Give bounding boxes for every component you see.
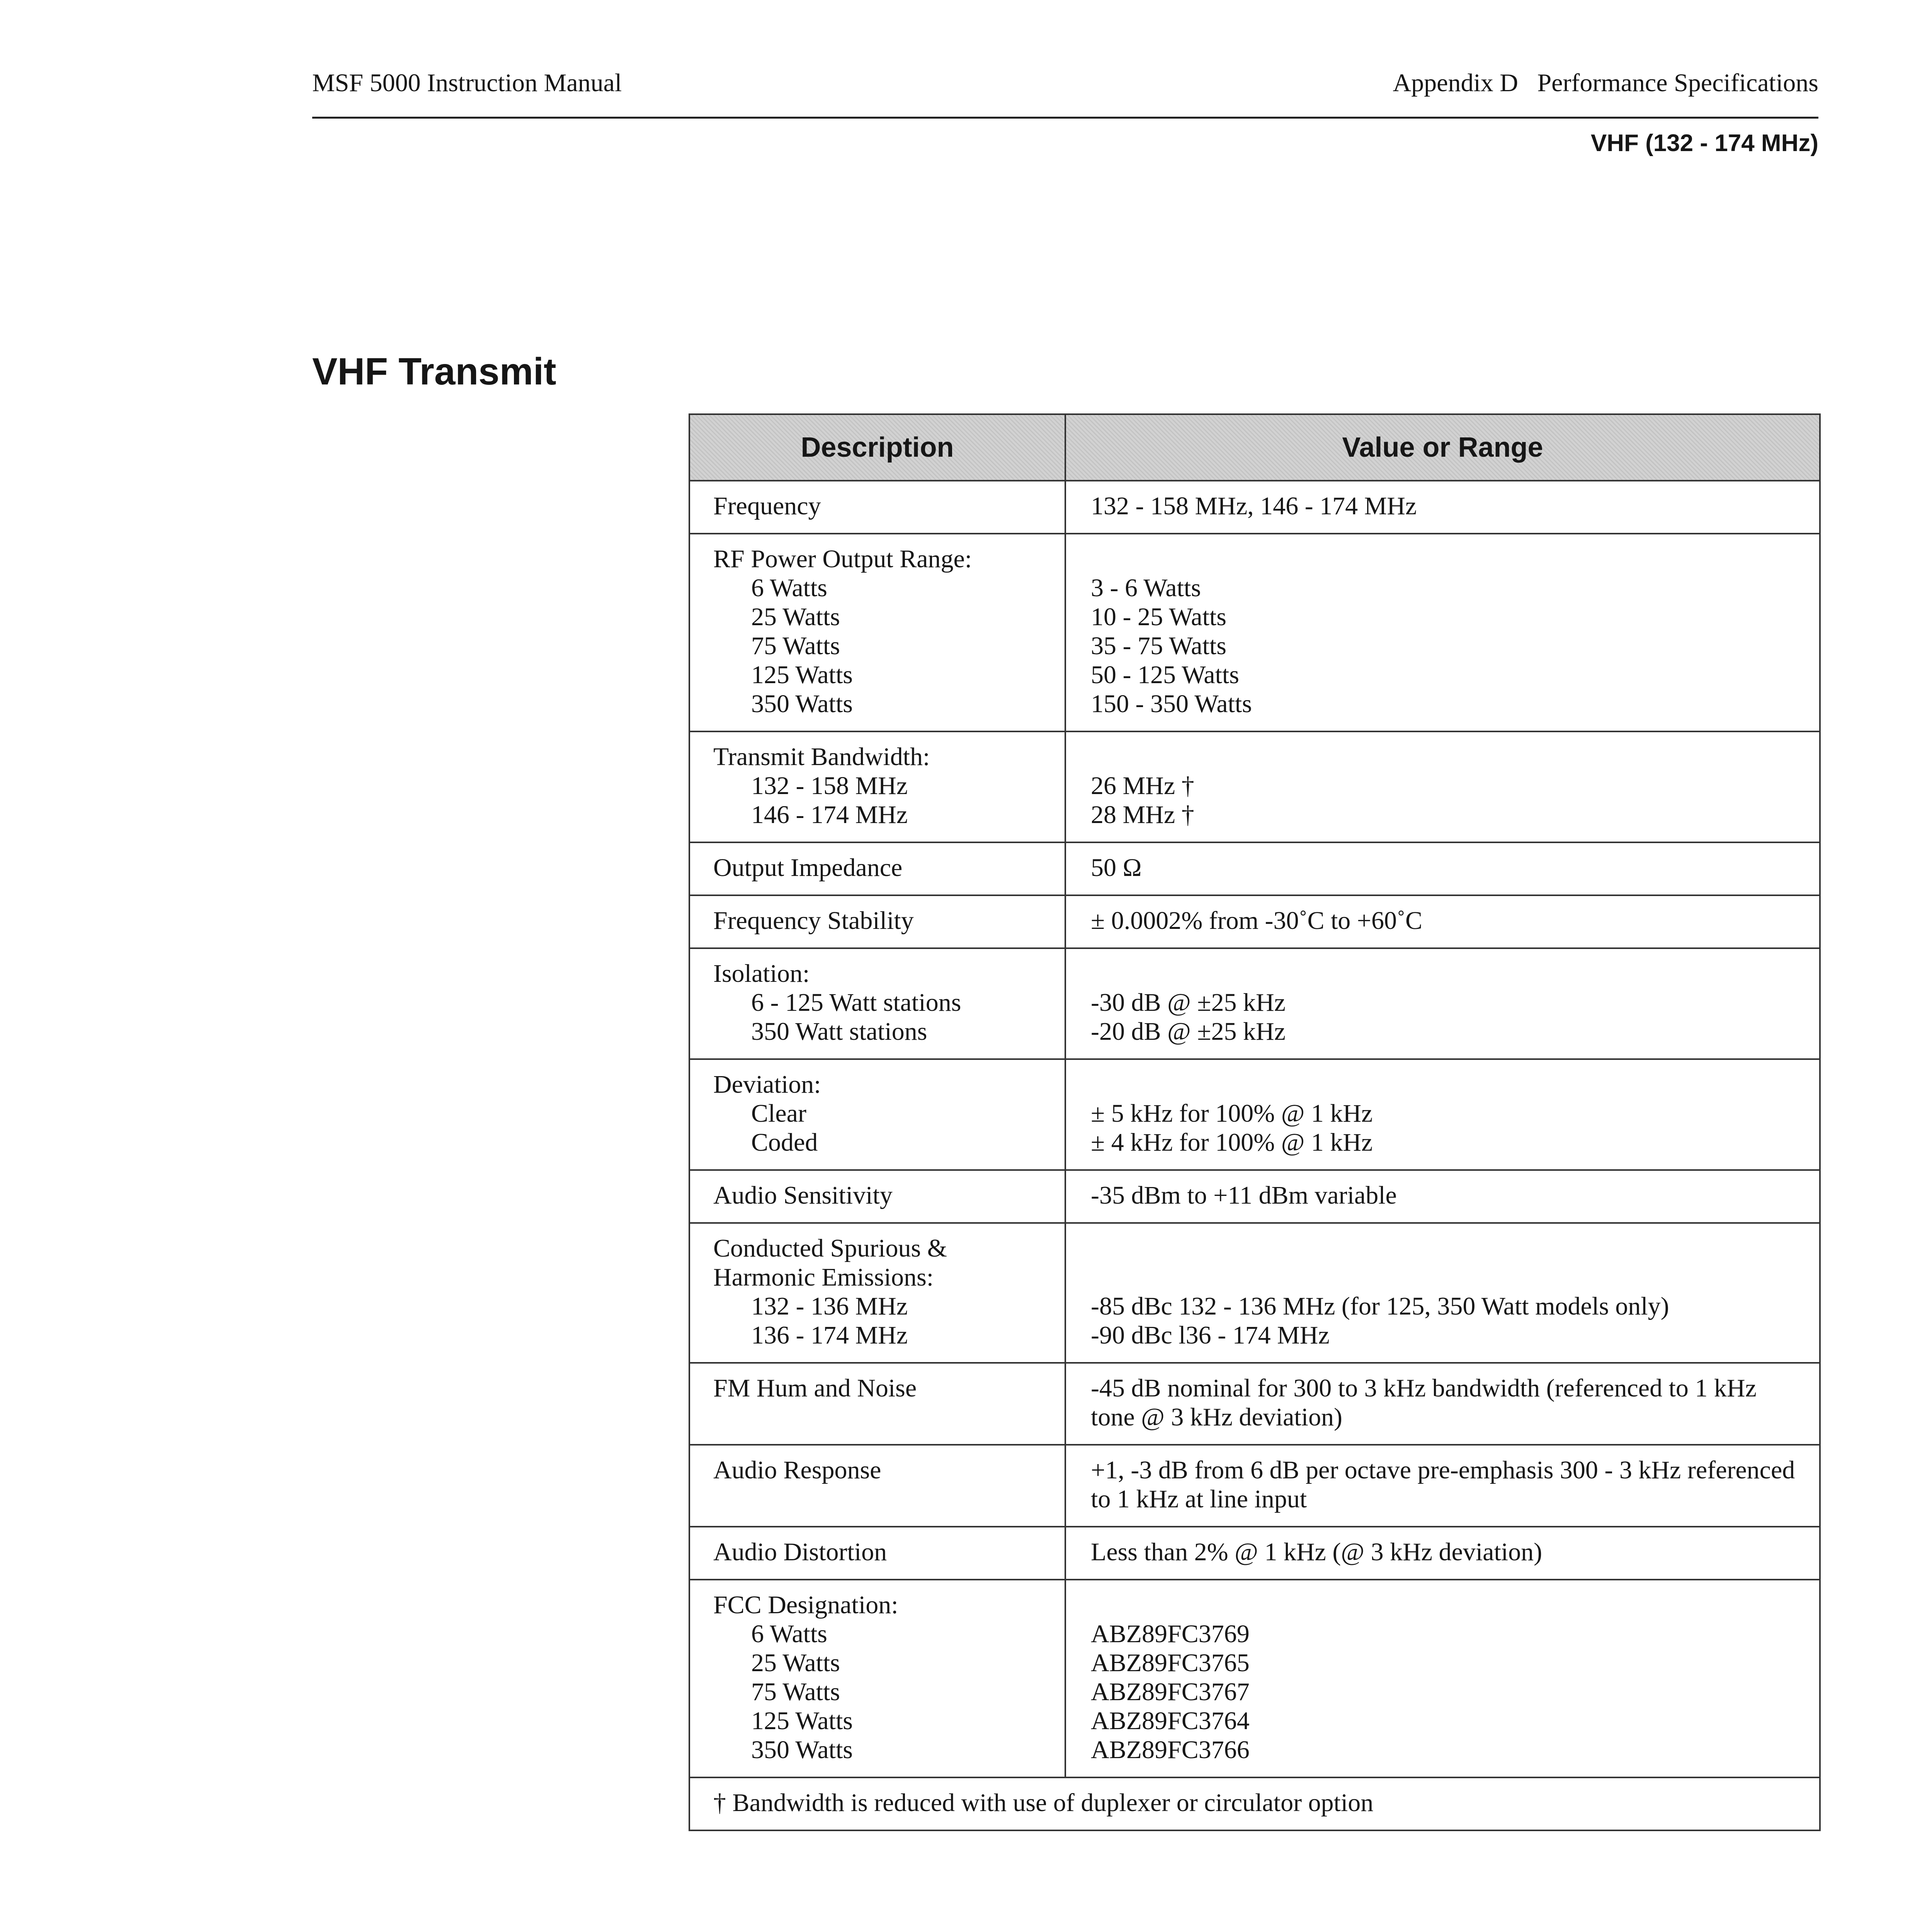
row-value: [1065, 1445, 1820, 1527]
fcc-item-label: 25 Watts: [751, 1649, 840, 1677]
row-value: [1065, 1223, 1820, 1363]
fm-hum-label: FM Hum and Noise: [713, 1374, 917, 1402]
table-footnote: [689, 1777, 1820, 1830]
audio-response-value: +1, -3 dB from 6 dB per octave pre-emphasis 300 - 3 kHz referenced to 1 kHz at line input: [1091, 1456, 1795, 1513]
fcc-item-label: 350 Watts: [751, 1736, 853, 1764]
rf-power-item-value: 150 - 350 Watts: [1091, 690, 1252, 718]
table-row: [689, 895, 1820, 948]
rf-power-item-label: 350 Watts: [751, 690, 853, 718]
table-row: [689, 1223, 1820, 1363]
row-label: [689, 842, 1065, 895]
row-value: [1065, 1363, 1820, 1445]
frequency-stability-value: ± 0.0002% from -30˚C to +60˚C: [1091, 906, 1423, 935]
manual-title: MSF 5000 Instruction Manual: [312, 69, 622, 97]
section-title: Appendix D Performance Specifications: [1393, 69, 1818, 97]
table-footnote-row: [689, 1777, 1820, 1830]
row-label: [689, 731, 1065, 842]
fm-hum-value: -45 dB nominal for 300 to 3 kHz bandwidth (referenced to 1 kHz tone @ 3 kHz deviation): [1091, 1374, 1757, 1431]
fcc-item-label: 6 Watts: [751, 1620, 827, 1648]
spurious-item-label: 136 - 174 MHz: [751, 1321, 908, 1349]
tx-bandwidth-item-value: 26 MHz †: [1091, 772, 1194, 800]
audio-sensitivity-value: -35 dBm to +11 dBm variable: [1091, 1181, 1397, 1209]
fcc-item-label: 75 Watts: [751, 1678, 840, 1706]
row-label: [689, 895, 1065, 948]
row-label: [689, 1363, 1065, 1445]
rf-power-item-value: 10 - 25 Watts: [1091, 603, 1226, 631]
output-impedance-label: Output Impedance: [713, 854, 903, 882]
table-row: [689, 948, 1820, 1059]
footnote-text: † Bandwidth is reduced with use of duplexer or circulator option: [713, 1789, 1374, 1817]
fcc-label: FCC Designation:: [713, 1591, 898, 1619]
row-value: [1065, 1170, 1820, 1223]
isolation-label: Isolation:: [713, 959, 810, 988]
spurious-item-value: -90 dBc l36 - 174 MHz: [1091, 1321, 1330, 1349]
table-row: [689, 1527, 1820, 1580]
table-row: [689, 842, 1820, 895]
deviation-item-label: Coded: [751, 1128, 818, 1156]
table-header-row: [689, 414, 1820, 481]
rf-power-item-value: 35 - 75 Watts: [1091, 632, 1226, 660]
rf-power-item-label: 25 Watts: [751, 603, 840, 631]
column-header-value: Value or Range: [1065, 414, 1820, 481]
isolation-item-value: -30 dB @ ±25 kHz: [1091, 988, 1286, 1017]
table-row: [689, 731, 1820, 842]
header-rule: [312, 117, 1818, 119]
row-label: [689, 1580, 1065, 1777]
deviation-label: Deviation:: [713, 1070, 821, 1099]
isolation-item-value: -20 dB @ ±25 kHz: [1091, 1017, 1286, 1046]
row-label: [689, 1170, 1065, 1223]
isolation-item-label: 6 - 125 Watt stations: [751, 988, 961, 1017]
spurious-label-line2: Harmonic Emissions:: [713, 1263, 934, 1291]
rf-power-item-value: 50 - 125 Watts: [1091, 661, 1239, 689]
fcc-item-label: 125 Watts: [751, 1707, 853, 1735]
row-value: [1065, 895, 1820, 948]
audio-response-label: Audio Response: [713, 1456, 881, 1484]
rf-power-item-value: 3 - 6 Watts: [1091, 574, 1201, 602]
audio-distortion-value: Less than 2% @ 1 kHz (@ 3 kHz deviation): [1091, 1538, 1543, 1566]
deviation-item-label: Clear: [751, 1099, 806, 1128]
audio-sensitivity-label: Audio Sensitivity: [713, 1181, 893, 1209]
output-impedance-value: 50 Ω: [1091, 854, 1142, 882]
row-value: [1065, 842, 1820, 895]
tx-bandwidth-label: Transmit Bandwidth:: [713, 743, 930, 771]
row-label: [689, 1223, 1065, 1363]
fcc-item-value: ABZ89FC3767: [1091, 1678, 1250, 1706]
rf-power-item-label: 75 Watts: [751, 632, 840, 660]
frequency-label: Frequency: [713, 492, 821, 520]
tx-bandwidth-item-label: 132 - 158 MHz: [751, 772, 908, 800]
fcc-item-value: ABZ89FC3765: [1091, 1649, 1250, 1677]
spurious-item-value: -85 dBc 132 - 136 MHz (for 125, 350 Watt models only): [1091, 1292, 1669, 1320]
audio-distortion-label: Audio Distortion: [713, 1538, 887, 1566]
row-value: [1065, 1527, 1820, 1580]
table-row: [689, 1363, 1820, 1445]
table-row: [689, 1059, 1820, 1170]
row-value: [1065, 481, 1820, 534]
table-row: [689, 1445, 1820, 1527]
deviation-item-value: ± 4 kHz for 100% @ 1 kHz: [1091, 1128, 1373, 1156]
table-row: [689, 1580, 1820, 1777]
table-row: [689, 1170, 1820, 1223]
fcc-item-value: ABZ89FC3764: [1091, 1707, 1250, 1735]
row-label: [689, 948, 1065, 1059]
row-label: [689, 534, 1065, 731]
rf-power-item-label: 125 Watts: [751, 661, 853, 689]
row-value: [1065, 534, 1820, 731]
rf-power-item-label: 6 Watts: [751, 574, 827, 602]
frequency-value: 132 - 158 MHz, 146 - 174 MHz: [1091, 492, 1417, 520]
row-label: [689, 1527, 1065, 1580]
fcc-item-value: ABZ89FC3769: [1091, 1620, 1250, 1648]
table-row: [689, 534, 1820, 731]
page-title: VHF Transmit: [312, 350, 556, 393]
column-header-description: Description: [689, 414, 1065, 481]
row-label: [689, 1059, 1065, 1170]
tx-bandwidth-item-value: 28 MHz †: [1091, 801, 1194, 829]
row-value: [1065, 1580, 1820, 1777]
rf-power-label: RF Power Output Range:: [713, 545, 972, 573]
row-value: [1065, 948, 1820, 1059]
row-value: [1065, 731, 1820, 842]
isolation-item-label: 350 Watt stations: [751, 1017, 927, 1046]
spec-table: [689, 413, 1821, 1831]
spurious-label-line1: Conducted Spurious &: [713, 1234, 947, 1262]
row-label: [689, 1445, 1065, 1527]
tx-bandwidth-item-label: 146 - 174 MHz: [751, 801, 908, 829]
deviation-item-value: ± 5 kHz for 100% @ 1 kHz: [1091, 1099, 1373, 1128]
band-label: VHF (132 - 174 MHz): [1590, 130, 1818, 156]
row-value: [1065, 1059, 1820, 1170]
table-row: [689, 481, 1820, 534]
fcc-item-value: ABZ89FC3766: [1091, 1736, 1250, 1764]
row-label: [689, 481, 1065, 534]
frequency-stability-label: Frequency Stability: [713, 906, 914, 935]
spurious-item-label: 132 - 136 MHz: [751, 1292, 908, 1320]
